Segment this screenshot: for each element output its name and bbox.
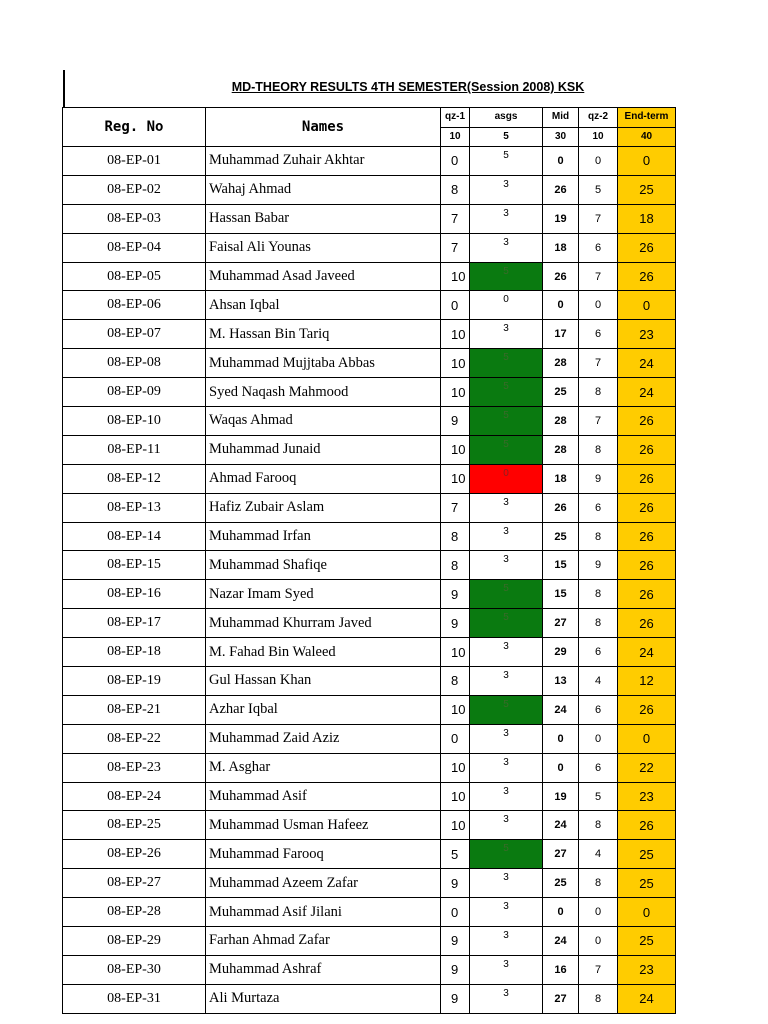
cell-qz2: 8	[579, 378, 618, 407]
table-row	[63, 609, 676, 638]
cell-reg-no: 08-EP-27	[63, 869, 206, 898]
header-max-mid: 30	[543, 127, 579, 147]
table-row	[63, 898, 676, 927]
cell-name: Muhammad Usman Hafeez	[206, 811, 441, 840]
cell-name: Muhammad Ashraf	[206, 955, 441, 984]
cell-qz1: 9	[441, 955, 470, 984]
cell-reg-no: 08-EP-22	[63, 724, 206, 753]
table-row	[63, 782, 676, 811]
cell-qz2: 7	[579, 407, 618, 436]
cell-reg-no: 08-EP-28	[63, 898, 206, 927]
cell-asgs: 5	[470, 695, 543, 724]
cell-mid: 25	[543, 378, 579, 407]
header-reg-no: Reg. No	[63, 108, 206, 147]
cell-asgs: 5	[470, 407, 543, 436]
cell-asgs: 5	[470, 840, 543, 869]
table-row	[63, 407, 676, 436]
cell-qz2: 7	[579, 262, 618, 291]
table-row	[63, 840, 676, 869]
cell-name: Muhammad Shafiqe	[206, 551, 441, 580]
cell-qz2: 0	[579, 147, 618, 176]
cell-mid: 0	[543, 147, 579, 176]
table-row	[63, 204, 676, 233]
cell-reg-no: 08-EP-25	[63, 811, 206, 840]
cell-name: M. Hassan Bin Tariq	[206, 320, 441, 349]
cell-asgs: 3	[470, 811, 543, 840]
cell-name: Muhammad Asif	[206, 782, 441, 811]
table-row	[63, 233, 676, 262]
cell-asgs: 3	[470, 869, 543, 898]
cell-asgs: 3	[470, 551, 543, 580]
cell-name: Muhammad Azeem Zafar	[206, 869, 441, 898]
cell-qz2: 4	[579, 840, 618, 869]
table-row	[63, 522, 676, 551]
table-row	[63, 378, 676, 407]
table-row	[63, 724, 676, 753]
cell-asgs: 5	[470, 147, 543, 176]
table-row	[63, 753, 676, 782]
cell-name: Nazar Imam Syed	[206, 580, 441, 609]
cell-mid: 17	[543, 320, 579, 349]
cell-qz1: 0	[441, 724, 470, 753]
cell-name: Hassan Babar	[206, 204, 441, 233]
cell-reg-no: 08-EP-14	[63, 522, 206, 551]
cell-qz2: 6	[579, 695, 618, 724]
cell-name: Muhammad Irfan	[206, 522, 441, 551]
cell-asgs: 3	[470, 320, 543, 349]
header-names: Names	[206, 108, 441, 147]
cell-asgs: 5	[470, 349, 543, 378]
cell-qz1: 9	[441, 609, 470, 638]
cell-qz2: 0	[579, 927, 618, 956]
results-table	[62, 107, 676, 1014]
cell-name: Faisal Ali Younas	[206, 233, 441, 262]
cell-name: Muhammad Mujjtaba Abbas	[206, 349, 441, 378]
cell-end-term: 18	[618, 204, 676, 233]
cell-mid: 28	[543, 435, 579, 464]
header-qz1: qz-1	[441, 108, 470, 128]
cell-end-term: 26	[618, 493, 676, 522]
cell-qz2: 0	[579, 291, 618, 320]
cell-end-term: 23	[618, 955, 676, 984]
cell-reg-no: 08-EP-13	[63, 493, 206, 522]
cell-end-term: 0	[618, 147, 676, 176]
cell-mid: 26	[543, 493, 579, 522]
cell-reg-no: 08-EP-26	[63, 840, 206, 869]
cell-qz1: 0	[441, 291, 470, 320]
cell-qz2: 9	[579, 551, 618, 580]
cell-end-term: 25	[618, 927, 676, 956]
cell-reg-no: 08-EP-30	[63, 955, 206, 984]
cell-asgs: 3	[470, 898, 543, 927]
cell-qz1: 9	[441, 580, 470, 609]
cell-name: Muhammad Asad Javeed	[206, 262, 441, 291]
cell-reg-no: 08-EP-10	[63, 407, 206, 436]
cell-asgs: 5	[470, 262, 543, 291]
cell-name: Muhammad Farooq	[206, 840, 441, 869]
cell-end-term: 12	[618, 667, 676, 696]
cell-qz2: 0	[579, 898, 618, 927]
cell-qz2: 6	[579, 493, 618, 522]
table-row	[63, 147, 676, 176]
header-asgs: asgs	[470, 108, 543, 128]
cell-mid: 19	[543, 782, 579, 811]
cell-end-term: 25	[618, 840, 676, 869]
table-row	[63, 667, 676, 696]
table-row	[63, 435, 676, 464]
cell-end-term: 22	[618, 753, 676, 782]
cell-mid: 27	[543, 984, 579, 1013]
cell-qz2: 7	[579, 204, 618, 233]
cell-reg-no: 08-EP-17	[63, 609, 206, 638]
cell-reg-no: 08-EP-16	[63, 580, 206, 609]
cell-qz1: 10	[441, 811, 470, 840]
cell-end-term: 24	[618, 378, 676, 407]
table-row	[63, 638, 676, 667]
cell-end-term: 26	[618, 811, 676, 840]
cell-name: M. Asghar	[206, 753, 441, 782]
cell-mid: 15	[543, 580, 579, 609]
cell-qz2: 6	[579, 753, 618, 782]
cell-end-term: 26	[618, 551, 676, 580]
cell-qz2: 7	[579, 955, 618, 984]
cell-reg-no: 08-EP-29	[63, 927, 206, 956]
cell-end-term: 0	[618, 898, 676, 927]
cell-qz2: 8	[579, 522, 618, 551]
cell-name: Muhammad Khurram Javed	[206, 609, 441, 638]
cell-qz1: 7	[441, 204, 470, 233]
cell-mid: 28	[543, 349, 579, 378]
table-row	[63, 262, 676, 291]
cell-reg-no: 08-EP-02	[63, 175, 206, 204]
cell-name: Azhar Iqbal	[206, 695, 441, 724]
cell-qz2: 8	[579, 984, 618, 1013]
table-row	[63, 927, 676, 956]
cell-qz2: 7	[579, 349, 618, 378]
cell-qz1: 8	[441, 522, 470, 551]
cell-asgs: 3	[470, 175, 543, 204]
cell-qz2: 0	[579, 724, 618, 753]
cell-qz1: 8	[441, 175, 470, 204]
cell-mid: 28	[543, 407, 579, 436]
cell-mid: 24	[543, 927, 579, 956]
cell-mid: 25	[543, 522, 579, 551]
cell-reg-no: 08-EP-19	[63, 667, 206, 696]
header-max-end-term: 40	[618, 127, 676, 147]
cell-reg-no: 08-EP-08	[63, 349, 206, 378]
header-qz2: qz-2	[579, 108, 618, 128]
table-row	[63, 580, 676, 609]
cell-name: Ali Murtaza	[206, 984, 441, 1013]
header-max-asgs: 5	[470, 127, 543, 147]
cell-end-term: 26	[618, 233, 676, 262]
table-body	[63, 147, 676, 1014]
cell-mid: 0	[543, 753, 579, 782]
header-end-term: End-term	[618, 108, 676, 128]
page-title-text: MD-THEORY RESULTS 4TH SEMESTER(Session 2008) KSK	[231, 80, 585, 94]
cell-asgs: 3	[470, 753, 543, 782]
cell-reg-no: 08-EP-21	[63, 695, 206, 724]
cell-qz1: 10	[441, 753, 470, 782]
cell-mid: 27	[543, 609, 579, 638]
cell-asgs: 3	[470, 204, 543, 233]
cell-asgs: 3	[470, 955, 543, 984]
cell-asgs: 3	[470, 233, 543, 262]
cell-reg-no: 08-EP-06	[63, 291, 206, 320]
cell-qz1: 0	[441, 147, 470, 176]
cell-name: Muhammad Zuhair Akhtar	[206, 147, 441, 176]
cell-end-term: 25	[618, 869, 676, 898]
table-row	[63, 291, 676, 320]
cell-reg-no: 08-EP-12	[63, 464, 206, 493]
cell-asgs: 3	[470, 493, 543, 522]
table-header	[63, 108, 676, 147]
cell-end-term: 26	[618, 464, 676, 493]
cell-qz1: 9	[441, 984, 470, 1013]
cell-name: Farhan Ahmad Zafar	[206, 927, 441, 956]
table-row	[63, 869, 676, 898]
cell-reg-no: 08-EP-23	[63, 753, 206, 782]
table-row	[63, 955, 676, 984]
cell-mid: 16	[543, 955, 579, 984]
cell-mid: 29	[543, 638, 579, 667]
cell-name: Muhammad Asif Jilani	[206, 898, 441, 927]
cell-qz1: 7	[441, 493, 470, 522]
table-row	[63, 984, 676, 1013]
cell-qz1: 10	[441, 464, 470, 493]
cell-qz2: 8	[579, 811, 618, 840]
cell-name: Ahmad Farooq	[206, 464, 441, 493]
cell-reg-no: 08-EP-09	[63, 378, 206, 407]
cell-reg-no: 08-EP-01	[63, 147, 206, 176]
cell-asgs: 5	[470, 580, 543, 609]
cell-asgs: 0	[470, 291, 543, 320]
cell-qz2: 8	[579, 609, 618, 638]
cell-qz1: 0	[441, 898, 470, 927]
cell-mid: 24	[543, 811, 579, 840]
table-row	[63, 349, 676, 378]
cell-mid: 13	[543, 667, 579, 696]
cell-asgs: 3	[470, 782, 543, 811]
cell-end-term: 24	[618, 638, 676, 667]
cell-end-term: 26	[618, 435, 676, 464]
cell-mid: 18	[543, 464, 579, 493]
cell-name: M. Fahad Bin Waleed	[206, 638, 441, 667]
cell-mid: 0	[543, 898, 579, 927]
header-max-qz1: 10	[441, 127, 470, 147]
table-row	[63, 493, 676, 522]
cell-name: Ahsan Iqbal	[206, 291, 441, 320]
cell-end-term: 0	[618, 291, 676, 320]
cell-name: Hafiz Zubair Aslam	[206, 493, 441, 522]
cell-qz1: 5	[441, 840, 470, 869]
cell-qz2: 6	[579, 233, 618, 262]
cell-qz1: 9	[441, 869, 470, 898]
cell-asgs: 3	[470, 667, 543, 696]
cell-end-term: 26	[618, 609, 676, 638]
cell-qz2: 5	[579, 175, 618, 204]
cell-reg-no: 08-EP-11	[63, 435, 206, 464]
cell-name: Syed Naqash Mahmood	[206, 378, 441, 407]
cell-end-term: 26	[618, 522, 676, 551]
header-mid: Mid	[543, 108, 579, 128]
cell-end-term: 24	[618, 349, 676, 378]
cell-qz1: 10	[441, 695, 470, 724]
cell-mid: 26	[543, 262, 579, 291]
cell-name: Muhammad Zaid Aziz	[206, 724, 441, 753]
cell-end-term: 23	[618, 782, 676, 811]
cell-qz1: 7	[441, 233, 470, 262]
cell-qz2: 4	[579, 667, 618, 696]
cell-qz2: 6	[579, 320, 618, 349]
cell-end-term: 24	[618, 984, 676, 1013]
cell-reg-no: 08-EP-24	[63, 782, 206, 811]
cell-end-term: 23	[618, 320, 676, 349]
cell-end-term: 25	[618, 175, 676, 204]
cell-qz1: 10	[441, 378, 470, 407]
cell-end-term: 26	[618, 580, 676, 609]
cell-mid: 0	[543, 724, 579, 753]
cell-asgs: 3	[470, 522, 543, 551]
cell-qz1: 9	[441, 407, 470, 436]
cell-end-term: 26	[618, 407, 676, 436]
cell-mid: 18	[543, 233, 579, 262]
cell-qz2: 8	[579, 580, 618, 609]
cell-asgs: 3	[470, 724, 543, 753]
cell-qz2: 8	[579, 869, 618, 898]
cell-mid: 19	[543, 204, 579, 233]
cell-mid: 0	[543, 291, 579, 320]
table-row	[63, 551, 676, 580]
cell-asgs: 0	[470, 464, 543, 493]
cell-qz1: 10	[441, 349, 470, 378]
cell-asgs: 3	[470, 927, 543, 956]
cell-mid: 24	[543, 695, 579, 724]
page-title	[0, 80, 768, 94]
cell-qz1: 10	[441, 782, 470, 811]
table-row	[63, 811, 676, 840]
table-row	[63, 464, 676, 493]
cell-reg-no: 08-EP-18	[63, 638, 206, 667]
cell-qz1: 10	[441, 638, 470, 667]
cell-reg-no: 08-EP-31	[63, 984, 206, 1013]
cell-end-term: 26	[618, 695, 676, 724]
table-row	[63, 320, 676, 349]
cell-reg-no: 08-EP-07	[63, 320, 206, 349]
table-row	[63, 175, 676, 204]
cell-end-term: 26	[618, 262, 676, 291]
cell-qz1: 9	[441, 927, 470, 956]
cell-mid: 15	[543, 551, 579, 580]
cell-qz2: 5	[579, 782, 618, 811]
cell-qz1: 8	[441, 667, 470, 696]
cell-reg-no: 08-EP-05	[63, 262, 206, 291]
table-row	[63, 695, 676, 724]
cell-reg-no: 08-EP-15	[63, 551, 206, 580]
cell-qz1: 10	[441, 435, 470, 464]
cell-asgs: 5	[470, 378, 543, 407]
cell-name: Gul Hassan Khan	[206, 667, 441, 696]
cell-end-term: 0	[618, 724, 676, 753]
cell-qz1: 10	[441, 262, 470, 291]
cell-name: Muhammad Junaid	[206, 435, 441, 464]
cell-asgs: 5	[470, 435, 543, 464]
cell-name: Wahaj Ahmad	[206, 175, 441, 204]
cell-mid: 27	[543, 840, 579, 869]
cell-qz1: 10	[441, 320, 470, 349]
cell-name: Waqas Ahmad	[206, 407, 441, 436]
cell-qz2: 9	[579, 464, 618, 493]
cell-asgs: 3	[470, 984, 543, 1013]
cell-mid: 26	[543, 175, 579, 204]
cell-asgs: 5	[470, 609, 543, 638]
cell-mid: 25	[543, 869, 579, 898]
cell-qz2: 6	[579, 638, 618, 667]
header-max-qz2: 10	[579, 127, 618, 147]
cell-asgs: 3	[470, 638, 543, 667]
cell-reg-no: 08-EP-03	[63, 204, 206, 233]
cell-qz1: 8	[441, 551, 470, 580]
cell-reg-no: 08-EP-04	[63, 233, 206, 262]
cell-qz2: 8	[579, 435, 618, 464]
